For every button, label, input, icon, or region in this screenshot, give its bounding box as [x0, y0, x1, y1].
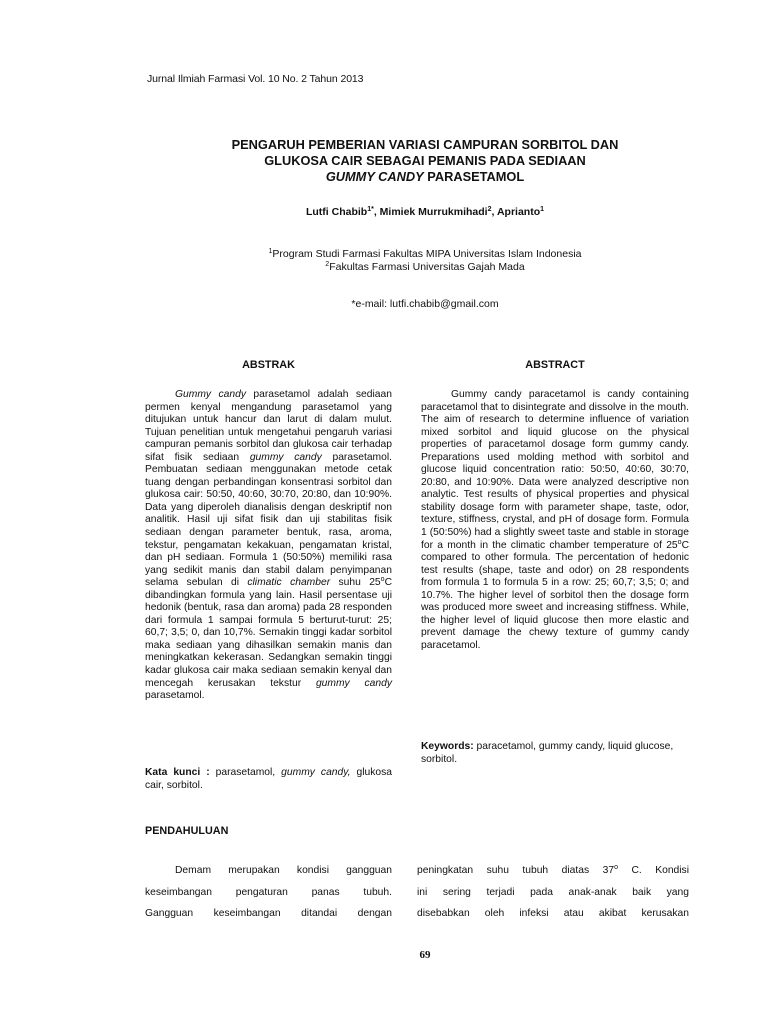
- journal-header: Jurnal Ilmiah Farmasi Vol. 10 No. 2 Tahun 2013: [147, 73, 364, 85]
- author-1: Lutfi Chabib: [305, 206, 368, 218]
- title-line-1: PENGARUH PEMBERIAN VARIASI CAMPURAN SORBITOL DAN: [231, 137, 619, 152]
- title-line-2: GLUKOSA CAIR SEBAGAI PEMANIS PADA SEDIAAN: [264, 153, 586, 168]
- abstrak-paragraph: Gummy candy parasetamol adalah sediaan permen kenyal mengandung parasetamol yang ditujukan untuk hancur dan larut di dalam mulut. Tujuan penelitian untuk mengetahui pengaruh variasi campuran pemanis sorbitol dan glukosa cair terhadap sifat fisik sediaan gummy candy parasetamol. Pembuatan sediaan menggunakan metode cetak tuang dengan perbandingan konsentrasi sorbitol dan glukosa cair: 50:50, 40:60, 30:70, 20:80, dan 10:90%. Data yang diperoleh dianalisis dengan deskriptif non analitik. Hasil uji sifat fisik dan uji stabilitas fisik sediaan dengan parameter bentuk, rasa, aroma, tekstur, pengamatan kekakuan, pengamatan kristal, dan pH sediaan. Formula 1 (50:50%) memiliki rasa yang sedikit manis dan stabil dalam penyimpanan selama sebulan di climatic chamber suhu 25$^o$C dibandingkan formula yang lain. Hasil persentase uji hedonik (bentuk, rasa dan aroma) pada 28 responden dari formula 1 sampai formula 5 berturut-turut: 25; 60,7; 3,5; 0, dan 10,7%. Semakin tinggi kadar sorbitol maka sediaan yang dihasilkan semakin manis dan meningkatkan kekerasan. Sedangkan semakin tinggi kadar glukosa cair maka sediaan semakin kenyal dan mencegah kerusakan tekstur gummy candy parasetamol.: [145, 389, 392, 702]
- abstrak-body: [145, 389, 392, 703]
- affiliation-1: $^1$Program Studi Farmasi Fakultas MIPA Universitas Islam Indonesia: [268, 248, 582, 260]
- paper-title: [150, 137, 700, 185]
- abstract-heading: ABSTRACT: [525, 359, 585, 371]
- title-line-3: [150, 169, 700, 185]
- kata-kunci-label: Kata kunci :: [145, 767, 210, 778]
- intro-right-column: [417, 860, 689, 925]
- abstract-paragraph: Gummy candy paracetamol is candy containing paracetamol that to disintegrate and dissolve in the mouth. The aim of research to determine influence of variation mixed sorbitol and liquid glucose on the physical properties of paracetamol dosage form gummy candy. Preparations used molding method with sorbitol and glucose liquid concentration ratio: 50:50, 40:60, 30:70, 20:80, and 10:90%. Data were analyzed descriptive non analytic. Test results of physical properties and physical stability dosage form with parameter shape, taste, odor, texture, stiffness, crystal, and pH of dosage form. Formula 1 (50:50%) had a slightly sweet taste and stable in storage for a month in the climatic chamber temperature of 25$^o$C compared to other formula. The percentation of hedonic test results (shape, taste and odor) on 28 respondents from formula 1 to formula 5 in a row: 25; 60,7; 3,5; 0; and 10.7%. The higher level of sorbitol then the dosage form was produced more sweet and increasing stiffness. While, the higher level of liquid glucose then more elastic and prevent damage the chewy texture of gummy candy paracetamol.: [421, 389, 689, 651]
- section-heading: PENDAHULUAN: [145, 825, 229, 837]
- intro-line: keseimbangan pengaturan panas tubuh.: [145, 886, 392, 898]
- keywords-label: Keywords:: [421, 741, 474, 752]
- kata-kunci: Kata kunci : parasetamol, gummy candy, glukosa cair, sorbitol.: [145, 767, 392, 791]
- abstract-body: [421, 389, 689, 652]
- author-1-sup: 1*: [367, 206, 374, 213]
- author-3-sup: 1: [540, 206, 545, 213]
- intro-line: ini sering terjadi pada anak-anak baik yang: [417, 886, 689, 898]
- title-italic: GUMMY CANDY: [325, 169, 424, 184]
- keywords: Keywords: paracetamol, gummy candy, liquid glucose, sorbitol.: [421, 741, 674, 765]
- intro-line: Demam merupakan kondisi gangguan: [175, 865, 392, 876]
- intro-line: peningkatan suhu tubuh diatas 37$^o$ C. Kondisi: [417, 864, 689, 876]
- page-number: 69: [419, 949, 431, 961]
- intro-left-column: [145, 860, 392, 925]
- title-line-3-rest: PARASETAMOL: [423, 169, 525, 184]
- corresponding-email: *e-mail: lutfi.chabib@gmail.com: [351, 298, 499, 310]
- abstrak-heading: ABSTRAK: [242, 359, 295, 371]
- affiliation-2: $^2$Fakultas Farmasi Universitas Gajah Mada: [325, 261, 525, 273]
- authors: [150, 206, 700, 218]
- intro-line: disebabkan oleh infeksi atau akibat kerusakan: [417, 908, 689, 919]
- affiliations: [150, 248, 700, 274]
- author-2: , Mimiek Murrukmihadi: [373, 206, 488, 218]
- intro-line: Gangguan keseimbangan ditandai dengan: [145, 908, 392, 919]
- author-3: , Aprianto: [491, 206, 541, 218]
- author-2-sup: 2: [487, 206, 492, 213]
